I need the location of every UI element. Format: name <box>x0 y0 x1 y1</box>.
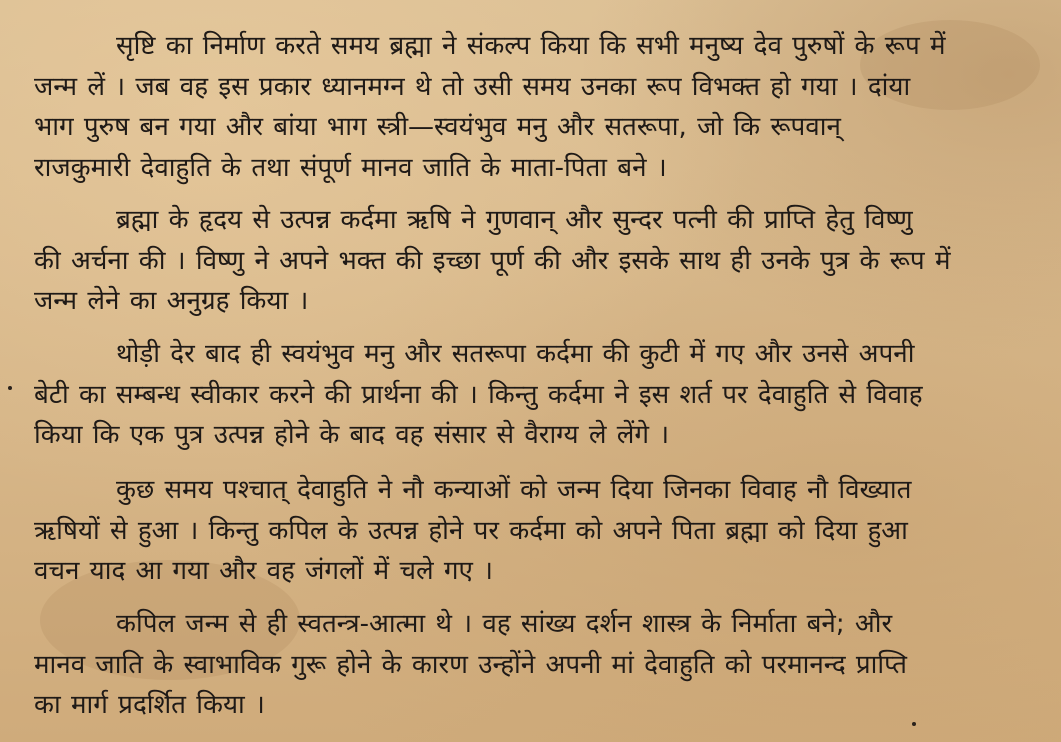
paragraph-kapila <box>34 604 1052 726</box>
paragraph-kardama <box>34 200 1052 322</box>
paragraph-line: कुछ समय पश्चात् देवाहुति ने नौ कन्याओं को जन्म दिया जिनका विवाह नौ विख्यात <box>116 475 912 505</box>
paragraph-line: थोड़ी देर बाद ही स्वयंभुव मनु और सतरूपा कर्दमा की कुटी में गए और उनसे अपनी <box>116 339 915 369</box>
paragraph-line: जन्म लेने का अनुग्रह किया । <box>34 286 309 316</box>
paragraph-line: भाग पुरुष बन गया और बांया भाग स्त्री—स्वयंभुव मनु और सतरूपा, जो कि रूपवान् <box>34 112 841 142</box>
paragraph-line: ऋषियों से हुआ । किन्तु कपिल के उत्पन्न होने पर कर्दमा को अपने पिता ब्रह्मा को दिया हुआ <box>34 515 908 546</box>
paragraph-line: की अर्चना की । विष्णु ने अपने भक्त की इच्छा पूर्ण की और इसके साथ ही उनके पुत्र के रूप में <box>34 245 951 276</box>
ink-speck <box>8 386 12 390</box>
paragraph-line: राजकुमारी देवाहुति के तथा संपूर्ण मानव जाति के माता-पिता बने । <box>34 152 667 183</box>
paragraph-line: ब्रह्मा के हृदय से उत्पन्न कर्दमा ऋषि ने गुणवान् और सुन्दर पत्नी की प्राप्ति हेतु विष्णु <box>116 205 913 235</box>
paragraph-line: कपिल जन्म से ही स्वतन्त्र-आत्मा थे । वह सांख्य दर्शन शास्त्र के निर्माता बने; और <box>116 609 893 639</box>
paragraph-line: सृष्टि का निर्माण करते समय ब्रह्मा ने संकल्प किया कि सभी मनुष्य देव पुरुषों के रूप में <box>116 31 946 61</box>
paragraph-marriage <box>34 334 1052 456</box>
paragraph-line: वचन याद आ गया और वह जंगलों में चले गए । <box>34 556 494 586</box>
paragraph-line: बेटी का सम्बन्ध स्वीकार करने की प्रार्थना की । किन्तु कर्दमा ने इस शर्त पर देवाहुति से विवाह <box>34 379 923 410</box>
paragraph-line: का मार्ग प्रदर्शित किया । <box>34 690 265 720</box>
paragraph-line: जन्म लें । जब वह इस प्रकार ध्यानमग्न थे तो उसी समय उनका रूप विभक्त हो गया । दांया <box>34 71 911 102</box>
paragraph-daughters <box>34 470 1052 592</box>
paragraph-line: किया कि एक पुत्र उत्पन्न होने के बाद वह संसार से वैराग्य ले लेंगे । <box>34 420 670 450</box>
paragraph-line: मानव जाति के स्वाभाविक गुरू होने के कारण उन्होंने अपनी मां देवाहुति को परमानन्द प्राप्ति <box>34 649 907 680</box>
paragraph-creation <box>34 26 1052 188</box>
